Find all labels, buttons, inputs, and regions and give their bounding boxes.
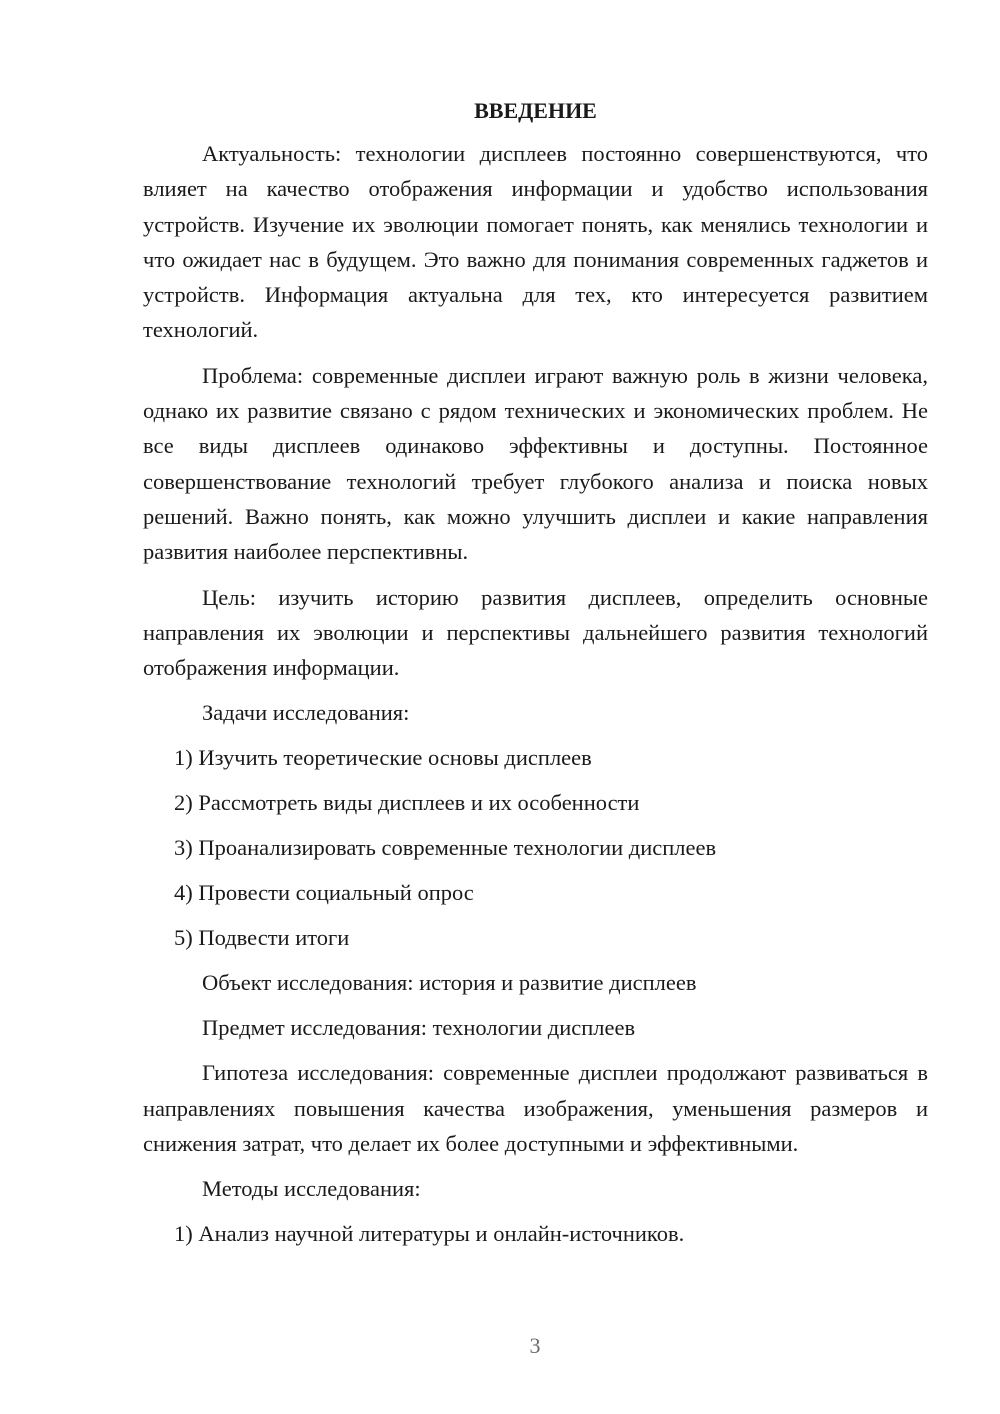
list-item: 3) Проанализировать современные технологии дисплеев <box>174 835 717 861</box>
methods-heading: Методы исследования: <box>202 1176 421 1202</box>
list-item: 1) Изучить теоретические основы дисплеев <box>174 745 592 771</box>
hypothesis-paragraph: Гипотеза исследования: современные дисплеи продолжают развиваться в направлениях повышения качества изображения, уменьшения размеров и снижения затрат, что делает их более доступными и эффективными. <box>143 1060 928 1157</box>
methods-list <box>143 1216 928 1251</box>
problem-paragraph: Проблема: современные дисплеи играют важную роль в жизни человека, однако их развитие связано с рядом технических и экономических проблем. Не все виды дисплеев одинаково эффективны и доступны. Постоянное совершенствование технологий требует глубокого анализа и поиска новых решений. Важно понять, как можно улучшить дисплеи и какие направления развития наиболее перспективны. <box>143 362 928 565</box>
list-item: 1) Анализ научной литературы и онлайн-источников. <box>174 1221 685 1247</box>
page-title: ВВЕДЕНИЕ <box>474 98 597 123</box>
document-body <box>143 94 928 1261</box>
object-line: Объект исследования: история и развитие дисплеев <box>202 970 697 996</box>
tasks-list <box>143 740 928 955</box>
list-item: 5) Подвести итоги <box>174 925 350 951</box>
list-item: 2) Рассмотреть виды дисплеев и их особенности <box>174 790 640 816</box>
page-number: 3 <box>529 1333 541 1358</box>
subject-line: Предмет исследования: технологии дисплеев <box>202 1015 636 1041</box>
tasks-heading: Задачи исследования: <box>202 700 410 726</box>
relevance-paragraph: Актуальность: технологии дисплеев постоянно совершенствуются, что влияет на качество отображения информации и удобство использования устройств. Изучение их эволюции помогает понять, как менялись технологии и что ожидает нас в будущем. Это важно для понимания современных гаджетов и устройств. Информация актуальна для тех, кто интересуется развитием технологий. <box>143 141 928 343</box>
goal-paragraph: Цель: изучить историю развития дисплеев, определить основные направления их эволюции и перспективы дальнейшего развития технологий отображения информации. <box>143 584 928 681</box>
list-item: 4) Провести социальный опрос <box>174 880 474 906</box>
